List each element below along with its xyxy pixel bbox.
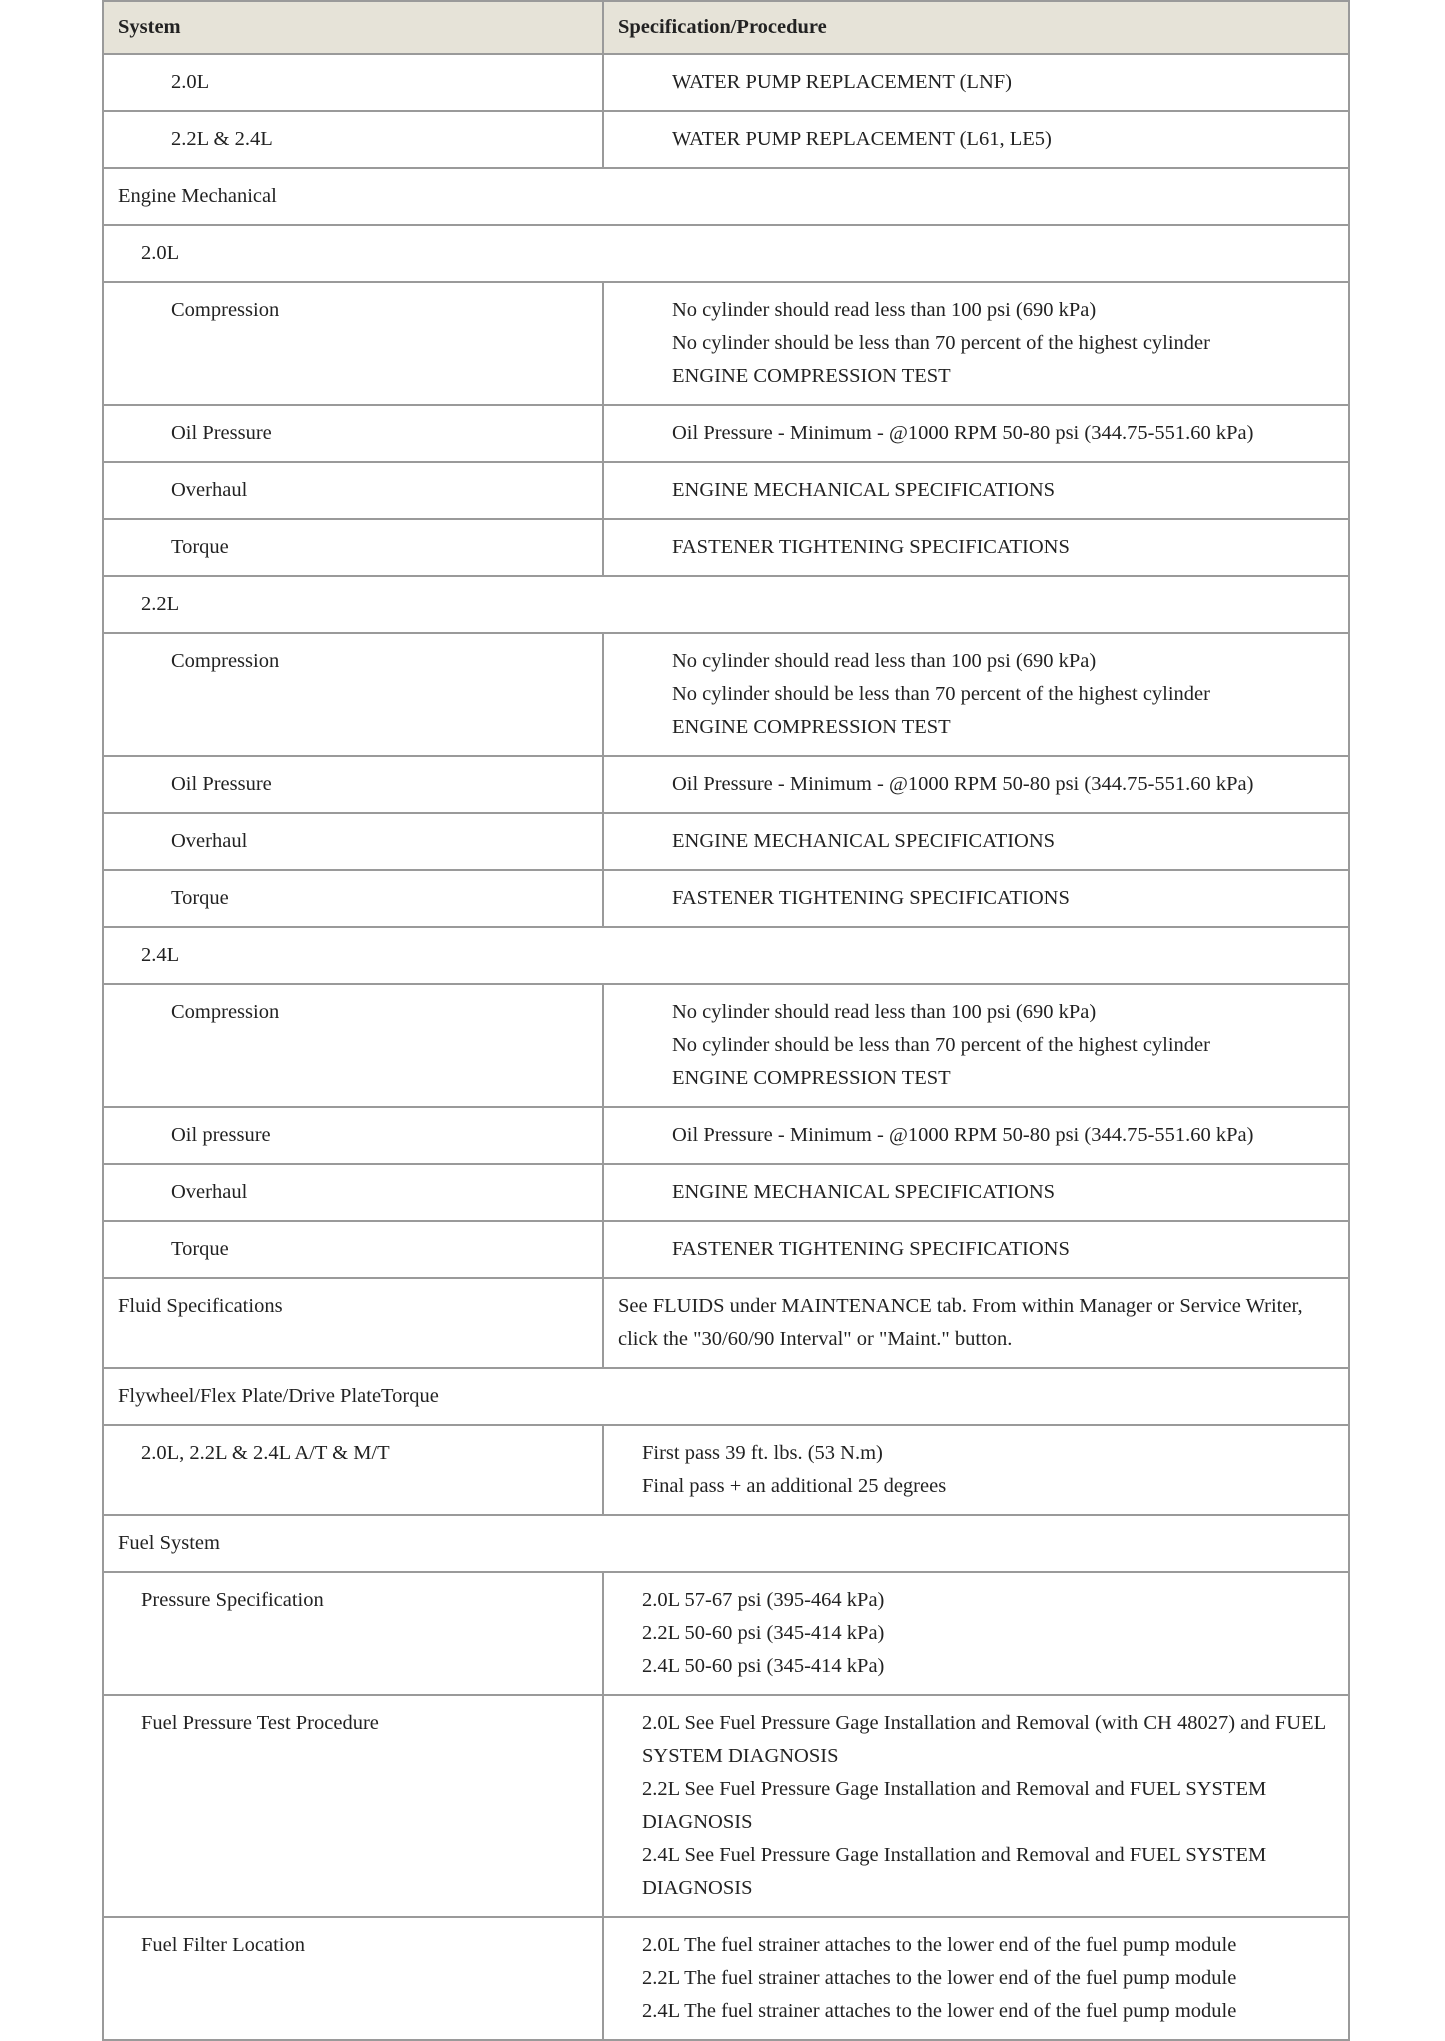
spec-cell (603, 1221, 1349, 1278)
spec-line: FASTENER TIGHTENING SPECIFICATIONS (672, 1238, 1070, 1260)
header-row (103, 1, 1349, 54)
table-row (103, 1221, 1349, 1278)
section-row (103, 168, 1349, 225)
spec-cell (603, 1572, 1349, 1695)
spec-line: No cylinder should be less than 70 percent of the highest cylinder (672, 332, 1210, 354)
table-row (103, 1917, 1349, 2040)
table-row (103, 984, 1349, 1107)
table-row (103, 462, 1349, 519)
table-row (103, 282, 1349, 405)
spec-cell (603, 111, 1349, 168)
spec-cell (603, 1278, 1349, 1368)
system-cell: Fuel Filter Location (103, 1917, 603, 2040)
system-cell: Pressure Specification (103, 1572, 603, 1695)
system-cell: Torque (103, 519, 603, 576)
table-row (103, 1278, 1349, 1368)
spec-line: No cylinder should read less than 100 psi (690 kPa) (672, 650, 1097, 672)
spec-line: 2.0L 57-67 psi (395-464 kPa) (642, 1589, 885, 1611)
section-label: 2.2L (103, 576, 1349, 633)
section-row (103, 1515, 1349, 1572)
system-cell: Oil Pressure (103, 756, 603, 813)
table-row (103, 1107, 1349, 1164)
spec-cell (603, 282, 1349, 405)
spec-line: ENGINE COMPRESSION TEST (672, 1067, 951, 1089)
table-row (103, 1695, 1349, 1917)
section-row (103, 1368, 1349, 1425)
system-cell: 2.0L, 2.2L & 2.4L A/T & M/T (103, 1425, 603, 1515)
system-cell: Fuel Pressure Test Procedure (103, 1695, 603, 1917)
spec-line: 2.4L The fuel strainer attaches to the lower end of the fuel pump module (642, 2000, 1237, 2022)
section-row (103, 225, 1349, 282)
table-body (103, 54, 1349, 2040)
spec-cell (603, 1107, 1349, 1164)
spec-cell (603, 870, 1349, 927)
spec-cell (603, 1164, 1349, 1221)
system-cell: Overhaul (103, 1164, 603, 1221)
system-cell: 2.0L (103, 54, 603, 111)
system-cell: Compression (103, 282, 603, 405)
spec-cell (603, 756, 1349, 813)
section-label: 2.4L (103, 927, 1349, 984)
section-label: Fuel System (103, 1515, 1349, 1572)
spec-cell (603, 519, 1349, 576)
spec-line: Final pass + an additional 25 degrees (642, 1475, 947, 1497)
table-row (103, 1425, 1349, 1515)
spec-cell (603, 984, 1349, 1107)
table-row (103, 519, 1349, 576)
spec-line: 2.2L The fuel strainer attaches to the lower end of the fuel pump module (642, 1967, 1237, 1989)
spec-cell (603, 1917, 1349, 2040)
section-label: Engine Mechanical (103, 168, 1349, 225)
spec-line: 2.4L See Fuel Pressure Gage Installation and Removal and FUEL SYSTEM DIAGNOSIS (642, 1844, 1267, 1899)
system-cell: Compression (103, 633, 603, 756)
table-row (103, 813, 1349, 870)
spec-cell (603, 1695, 1349, 1917)
table-row (103, 756, 1349, 813)
spec-line: Oil Pressure - Minimum - @1000 RPM 50-80 psi (344.75-551.60 kPa) (672, 1124, 1254, 1146)
spec-cell (603, 813, 1349, 870)
table-row (103, 633, 1349, 756)
table-row (103, 111, 1349, 168)
spec-line: WATER PUMP REPLACEMENT (LNF) (672, 71, 1012, 93)
spec-line: ENGINE COMPRESSION TEST (672, 365, 951, 387)
system-cell: Oil Pressure (103, 405, 603, 462)
system-cell: Oil pressure (103, 1107, 603, 1164)
spec-line: 2.0L See Fuel Pressure Gage Installation and Removal (with CH 48027) and FUEL SYSTEM DIAGNOSIS (642, 1712, 1326, 1767)
spec-line: Oil Pressure - Minimum - @1000 RPM 50-80 psi (344.75-551.60 kPa) (672, 773, 1254, 795)
spec-line: WATER PUMP REPLACEMENT (L61, LE5) (672, 128, 1052, 150)
spec-table (102, 0, 1350, 2041)
system-cell: Overhaul (103, 462, 603, 519)
system-cell: Torque (103, 1221, 603, 1278)
spec-cell (603, 633, 1349, 756)
spec-line: 2.0L The fuel strainer attaches to the lower end of the fuel pump module (642, 1934, 1237, 1956)
spec-cell (603, 1425, 1349, 1515)
spec-cell (603, 54, 1349, 111)
spec-line: 2.2L See Fuel Pressure Gage Installation and Removal and FUEL SYSTEM DIAGNOSIS (642, 1778, 1267, 1833)
table-row (103, 405, 1349, 462)
system-cell: 2.2L & 2.4L (103, 111, 603, 168)
spec-cell (603, 405, 1349, 462)
spec-line: ENGINE MECHANICAL SPECIFICATIONS (672, 830, 1056, 852)
table-row (103, 1164, 1349, 1221)
spec-line: First pass 39 ft. lbs. (53 N.m) (642, 1442, 883, 1464)
spec-line: FASTENER TIGHTENING SPECIFICATIONS (672, 887, 1070, 909)
section-row (103, 927, 1349, 984)
spec-line: No cylinder should read less than 100 psi (690 kPa) (672, 299, 1097, 321)
header-spec: Specification/Procedure (603, 1, 1349, 54)
spec-line: 2.4L 50-60 psi (345-414 kPa) (642, 1655, 885, 1677)
spec-line: ENGINE MECHANICAL SPECIFICATIONS (672, 1181, 1056, 1203)
section-row (103, 576, 1349, 633)
section-label: Flywheel/Flex Plate/Drive PlateTorque (103, 1368, 1349, 1425)
spec-line: ENGINE MECHANICAL SPECIFICATIONS (672, 479, 1056, 501)
table-row (103, 54, 1349, 111)
spec-line: No cylinder should read less than 100 psi (690 kPa) (672, 1001, 1097, 1023)
system-cell: Fluid Specifications (103, 1278, 603, 1368)
system-cell: Torque (103, 870, 603, 927)
spec-line: Oil Pressure - Minimum - @1000 RPM 50-80 psi (344.75-551.60 kPa) (672, 422, 1254, 444)
spec-line: FASTENER TIGHTENING SPECIFICATIONS (672, 536, 1070, 558)
table-row (103, 870, 1349, 927)
table-row (103, 1572, 1349, 1695)
spec-line: 2.2L 50-60 psi (345-414 kPa) (642, 1622, 885, 1644)
system-cell: Compression (103, 984, 603, 1107)
spec-line: See FLUIDS under MAINTENANCE tab. From within Manager or Service Writer, click the "30/60/90 Interval" or "Maint." button. (618, 1295, 1303, 1350)
spec-line: ENGINE COMPRESSION TEST (672, 716, 951, 738)
spec-line: No cylinder should be less than 70 percent of the highest cylinder (672, 1034, 1210, 1056)
header-system: System (103, 1, 603, 54)
system-cell: Overhaul (103, 813, 603, 870)
section-label: 2.0L (103, 225, 1349, 282)
spec-cell (603, 462, 1349, 519)
spec-line: No cylinder should be less than 70 percent of the highest cylinder (672, 683, 1210, 705)
